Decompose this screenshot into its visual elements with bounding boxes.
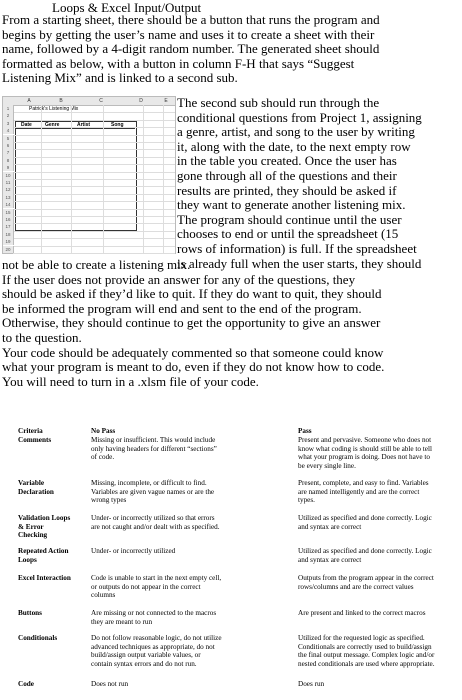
cell-line: Repeated Action — [18, 547, 69, 555]
text-line: rows of information) is full. If the spreadsheet — [177, 240, 417, 256]
criteria-cell — [18, 634, 57, 643]
text-line: conditional questions from Project 1, assigning — [177, 109, 422, 125]
text-line: Otherwise, they should continue to get the opportunity to give an answer — [2, 315, 381, 331]
grid-line — [13, 246, 175, 247]
row-number: 17 — [3, 223, 14, 230]
row-number: 14 — [3, 201, 14, 208]
text-line: Your code should be adequately commented so that someone could know — [2, 344, 384, 360]
cell-line: Are present and linked to the correct macros — [298, 609, 426, 617]
cell-line: Variable — [18, 479, 45, 487]
cell-line: Excel Interaction — [18, 574, 71, 582]
body-paragraph — [2, 258, 384, 389]
text-line: be informed the program will end and sent to the end of the program. — [2, 300, 362, 316]
cell-line: Present, complete, and easy to find. Variables — [298, 479, 429, 487]
cell-line: nested conditionals are used where appropriate. — [298, 659, 435, 668]
pass-cell — [298, 680, 458, 689]
text-line: The second sub should run through the — [177, 95, 380, 110]
pass-cell — [298, 479, 458, 505]
cell-line: Validation Loops — [18, 514, 71, 522]
pass-cell — [298, 609, 458, 618]
grid-line — [13, 231, 175, 232]
text-line: name, followed by a 4-digit random number. The generated sheet should — [2, 41, 380, 57]
no-pass-header: No Pass — [91, 427, 116, 435]
cell-line: Checking — [18, 531, 48, 540]
cell-line: the final output message. Complex logic and/or — [298, 651, 435, 660]
cell-line: types. — [298, 496, 315, 505]
row-number: 15 — [3, 209, 14, 216]
grid-line — [13, 186, 175, 187]
row-number: 10 — [3, 172, 14, 179]
grid-line — [13, 223, 175, 224]
grid-line — [13, 127, 175, 128]
sheet-banner: Patrick's Listening Mix — [29, 106, 79, 112]
grid-line — [13, 149, 175, 150]
grid-line — [71, 105, 72, 253]
cell-line: Utilized as specified and done correctly. Logic — [298, 547, 432, 555]
cell-line: Code — [18, 680, 34, 688]
cell-line: Loops — [18, 555, 37, 564]
row-number: 13 — [3, 194, 14, 201]
text-line: not be able to create a listening mix. — [2, 257, 191, 272]
cell-line: Conditionals are correctly used to build/assign — [298, 642, 432, 651]
text-line: to the question. — [2, 329, 82, 345]
grid-line — [143, 105, 144, 253]
cell-line: Comments — [18, 436, 52, 444]
cell-line: Does not run — [91, 680, 129, 688]
cell-line: be every single line. — [298, 461, 356, 470]
grid-line — [13, 164, 175, 165]
side-paragraph — [177, 96, 422, 271]
column-header: E — [164, 98, 168, 104]
column-header: B — [59, 98, 63, 104]
column-header: A — [27, 98, 31, 104]
cell-line: are not caught and/or dealt with as specified. — [91, 522, 220, 531]
text-line: they want to generate another listening mix. — [177, 197, 406, 213]
grid-line — [163, 105, 164, 253]
text-line: in the table you created. Once the user has — [177, 153, 397, 169]
cell-line: what your program is doing. Does not have to — [298, 453, 430, 462]
text-line: If the user does not provide an answer for any of the questions, they — [2, 271, 356, 287]
cell-line: know what coding is should still be able to tell — [298, 444, 432, 453]
text-line: You will need to turn in a .xlsm file of your code. — [2, 373, 259, 389]
spreadsheet-image — [2, 96, 176, 254]
cell-line: Outputs from the program appear in the correct — [298, 574, 434, 582]
grid-line — [13, 194, 175, 195]
cell-line: Missing or insufficient. This would include — [91, 436, 216, 444]
no-pass-cell — [91, 609, 231, 626]
grid-line — [13, 142, 175, 143]
row-number: 5 — [3, 135, 14, 142]
criteria-cell — [18, 479, 54, 496]
cell-line: Are missing or not connected to the macros — [91, 609, 217, 617]
text-line: Listening Mix” and is linked to a second sub. — [2, 70, 238, 86]
row-number: 11 — [3, 179, 14, 186]
cell-line: Buttons — [18, 609, 42, 617]
pass-cell — [298, 436, 458, 470]
pass-cell — [298, 634, 458, 668]
cell-line: & Error — [18, 522, 44, 531]
text-line: results are printed, they should be asked if — [177, 182, 397, 198]
criteria-cell — [18, 547, 69, 564]
grid-line — [13, 135, 175, 136]
grid-line — [41, 105, 42, 253]
cell-line: Code is unable to start in the next empty cell, — [91, 574, 222, 582]
cell-line: Variables are given vague names or are the — [91, 487, 215, 496]
criteria-cell — [18, 436, 51, 445]
row-number: 16 — [3, 216, 14, 223]
criteria-cell — [18, 514, 70, 540]
text-line: The program should continue until the user — [177, 211, 402, 227]
pass-cell — [298, 574, 458, 591]
text-line: From a starting sheet, there should be a button that runs the program and — [2, 12, 380, 27]
cell-line: rows/columns and are the correct values — [298, 582, 414, 591]
text-line: chooses to end or until the spreadsheet (15 — [177, 226, 399, 242]
cell-line: build/assign output variable values, or — [91, 651, 201, 660]
grid-line — [103, 105, 104, 253]
row-number: 19 — [3, 238, 14, 245]
cell-line: Conditionals — [18, 634, 58, 642]
cell-line: Utilized for the requested logic as specified. — [298, 634, 425, 642]
row-number: 2 — [3, 112, 14, 119]
cell-line: of code. — [91, 453, 115, 462]
table-header-song: Song — [111, 122, 124, 128]
pass-header: Pass — [298, 427, 312, 435]
cell-line: Under- or incorrectly utilized so that errors — [91, 514, 215, 522]
cell-line: wrong types — [91, 496, 127, 505]
cell-line: and syntax are correct — [298, 555, 362, 564]
cell-line: are named intelligently and are the correct — [298, 487, 420, 496]
row-number: 6 — [3, 142, 14, 149]
row-number: 8 — [3, 157, 14, 164]
text-line: formatted as below, with a button in column F-H that says “Suggest — [2, 55, 355, 71]
grid-line — [13, 179, 175, 180]
text-line: is already full when the user starts, they should — [177, 255, 422, 271]
no-pass-cell — [91, 634, 231, 668]
criteria-cell — [18, 680, 34, 689]
text-line: should be asked if they’d like to quit. If they do want to quit, they should — [2, 286, 382, 302]
grid-line — [13, 253, 175, 254]
cell-line: or outputs do not appear in the correct — [91, 582, 201, 591]
criteria-header: Criteria — [18, 427, 43, 435]
row-number: 4 — [3, 127, 14, 134]
text-line: begins by getting the user’s name and uses it to create a sheet with their — [2, 26, 375, 42]
cell-line: contain syntax errors and do not run. — [91, 659, 197, 668]
grid-line — [13, 157, 175, 158]
intro-paragraph — [2, 13, 380, 86]
table-header-artist: Artist — [77, 122, 91, 128]
column-header: C — [99, 98, 103, 104]
criteria-cell — [18, 574, 71, 583]
pass-cell — [298, 514, 458, 531]
text-line: it, along with the date, to the next empty row — [177, 138, 411, 154]
no-pass-cell — [91, 514, 231, 531]
text-line: a genre, artist, and song to the user by writing — [177, 124, 415, 140]
grid-line — [13, 209, 175, 210]
table-header-genre: Genre — [45, 122, 60, 128]
row-number: 18 — [3, 231, 14, 238]
criteria-cell — [18, 609, 42, 618]
no-pass-cell — [91, 680, 231, 689]
cell-line: and syntax are correct — [298, 522, 362, 531]
grid-line — [13, 201, 175, 202]
cell-line: Do not follow reasonable logic, do not utilize — [91, 634, 222, 642]
cell-line: Declaration — [18, 487, 54, 496]
grid-line — [13, 238, 175, 239]
row-number: 12 — [3, 186, 14, 193]
no-pass-cell — [91, 547, 231, 556]
row-number: 9 — [3, 164, 14, 171]
listening-table — [15, 121, 137, 231]
grid-line — [13, 172, 175, 173]
cell-line: columns — [91, 591, 116, 600]
grid-line — [13, 120, 175, 121]
cell-line: Under- or incorrectly utilized — [91, 547, 176, 555]
cell-line: Does run — [298, 680, 325, 688]
row-number: 3 — [3, 120, 14, 127]
column-header: D — [139, 98, 143, 104]
text-line: what your program is meant to do, even if they do not know how to code. — [2, 359, 385, 375]
no-pass-cell — [91, 436, 231, 462]
no-pass-cell — [91, 574, 231, 600]
text-line: gone through all of the questions and their — [177, 167, 397, 183]
table-header-date: Date — [21, 122, 32, 128]
cell-line: advanced techniques as appropriate, do not — [91, 642, 215, 651]
cell-line: they are meant to run — [91, 617, 153, 626]
pass-cell — [298, 547, 458, 564]
row-number: 1 — [3, 105, 14, 112]
row-number: 20 — [3, 246, 14, 253]
grid-line — [13, 112, 175, 113]
cell-line: Missing, incomplete, or difficult to find. — [91, 479, 207, 487]
no-pass-cell — [91, 479, 231, 505]
grid-line — [13, 216, 175, 217]
row-number: 7 — [3, 149, 14, 156]
page-title: Loops & Excel Input/Output — [52, 0, 202, 15]
cell-line: Present and pervasive. Someone who does not — [298, 436, 432, 444]
cell-line: Utilized as specified and done correctly. Logic — [298, 514, 432, 522]
cell-line: only having headers for different “sections” — [91, 444, 217, 453]
